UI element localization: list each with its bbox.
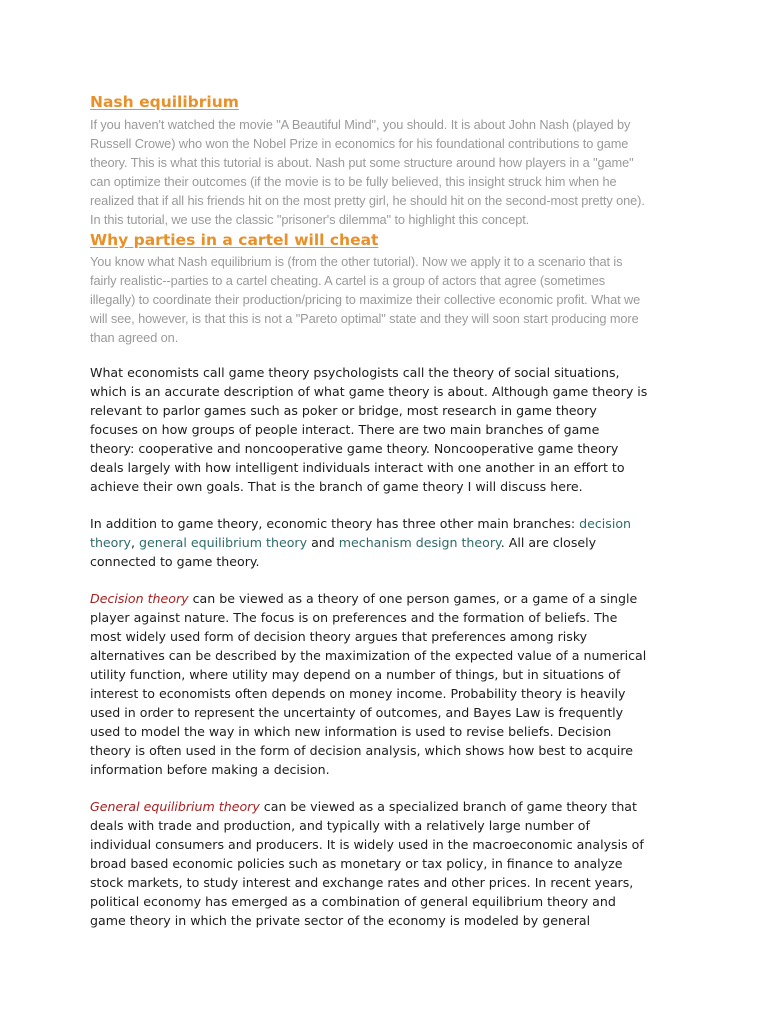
text-line: deals largely with how intelligent individuals interact with one another in an effort to xyxy=(90,460,625,475)
text-line: used to model the way in which new information is used to revise beliefs. Decision xyxy=(90,724,612,739)
text-line: stock markets, to study interest and exchange rates and other prices. In recent years, xyxy=(90,875,634,890)
text-line: utility function, where utility may depend on a number of things, but in situations of xyxy=(90,667,621,682)
game-theory-paragraph xyxy=(90,363,650,496)
text-line: theory is often used in the form of decision analysis, which shows how best to acquire xyxy=(90,743,633,758)
general-equilibrium-theory-link[interactable]: general equilibrium theory xyxy=(139,535,308,550)
text-line: will see, however, is that this is not a "Pareto optimal" state and they will soon start producing more xyxy=(90,311,639,326)
text-fragment: and xyxy=(307,535,339,550)
branches-paragraph xyxy=(90,514,650,571)
general-equilibrium-paragraph xyxy=(90,797,650,930)
text-line: theory: cooperative and noncooperative game theory. Noncooperative game theory xyxy=(90,441,619,456)
text-line: You know what Nash equilibrium is (from the other tutorial). Now we apply it to a scenario that is xyxy=(90,254,623,269)
text-line: most widely used form of decision theory argues that preferences among risky xyxy=(90,629,588,644)
text-line: can optimize their outcomes (if the movie is to be fully believed, this insight struck him when he xyxy=(90,174,617,189)
text-line: connected to game theory. xyxy=(90,554,260,569)
text-line: interest to economists often depends on money income. Probability theory is heavily xyxy=(90,686,626,701)
text-line: theory. This is what this tutorial is about. Nash put some structure around how players in a "game" xyxy=(90,155,634,170)
text-fragment: In addition to game theory, economic theory has three other main branches: xyxy=(90,516,580,531)
text-line: If you haven't watched the movie "A Beautiful Mind", you should. It is about John Nash (played by xyxy=(90,117,631,132)
text-line: alternatives can be described by the maximization of the expected value of a numerical xyxy=(90,648,647,663)
text-line: game theory in which the private sector of the economy is modeled by general xyxy=(90,913,591,928)
text-fragment: . All are closely xyxy=(500,535,597,550)
mechanism-design-theory-link[interactable]: mechanism design theory xyxy=(338,535,501,550)
text-fragment: can be viewed as a specialized branch of game theory that xyxy=(259,799,637,814)
text-line xyxy=(90,514,650,533)
text-line: player against nature. The focus is on preferences and the formation of beliefs. The xyxy=(90,610,618,625)
text-line: What economists call game theory psychologists call the theory of social situations, xyxy=(90,365,620,380)
text-line: Russell Crowe) who won the Nobel Prize in economics for his foundational contributions to game xyxy=(90,136,629,151)
text-line: used in order to represent the uncertainty of outcomes, and Bayes Law is frequently xyxy=(90,705,624,720)
decision-theory-paragraph xyxy=(90,589,650,779)
document-body xyxy=(90,92,650,930)
text-fragment: , xyxy=(131,535,140,550)
text-line: broad based economic policies such as monetary or tax policy, in finance to analyze xyxy=(90,856,623,871)
text-fragment: can be viewed as a theory of one person games, or a game of a single xyxy=(188,591,638,606)
text-line: realized that if all his friends hit on the most pretty girl, he should hit on the second-most pretty one). xyxy=(90,193,645,208)
decision-theory-link[interactable]: decision xyxy=(579,516,632,531)
heading-cartel-cheat[interactable]: Why parties in a cartel will cheat xyxy=(90,231,379,249)
text-line xyxy=(90,533,650,552)
text-line: which is an accurate description of what game theory is about. Although game theory is xyxy=(90,384,648,399)
text-line: focuses on how groups of people interact. There are two main branches of game xyxy=(90,422,600,437)
text-line: individual consumers and producers. It is widely used in the macroeconomic analysis of xyxy=(90,837,644,852)
text-line: In this tutorial, we use the classic "prisoner's dilemma" to highlight this concept. xyxy=(90,212,530,227)
decision-theory-link-cont[interactable]: theory xyxy=(90,535,132,550)
decision-theory-term: Decision theory xyxy=(90,591,189,606)
text-line: than agreed on. xyxy=(90,330,179,345)
text-line: illegally) to coordinate their production/pricing to maximize their collective economic profit. What we xyxy=(90,292,641,307)
intro-cartel-paragraph xyxy=(90,252,650,347)
text-line: political economy has emerged as a combination of general equilibrium theory and xyxy=(90,894,616,909)
text-line: relevant to parlor games such as poker or bridge, most research in game theory xyxy=(90,403,597,418)
text-line: deals with trade and production, and typically with a relatively large number of xyxy=(90,818,590,833)
heading-nash-equilibrium[interactable]: Nash equilibrium xyxy=(90,93,239,111)
text-line: information before making a decision. xyxy=(90,762,330,777)
intro-nash-paragraph xyxy=(90,115,650,229)
text-line: achieve their own goals. That is the branch of game theory I will discuss here. xyxy=(90,479,583,494)
text-line xyxy=(90,589,650,608)
general-equilibrium-term: General equilibrium theory xyxy=(90,799,260,814)
text-line: fairly realistic--parties to a cartel cheating. A cartel is a group of actors that agree (sometimes xyxy=(90,273,606,288)
text-line xyxy=(90,797,650,816)
